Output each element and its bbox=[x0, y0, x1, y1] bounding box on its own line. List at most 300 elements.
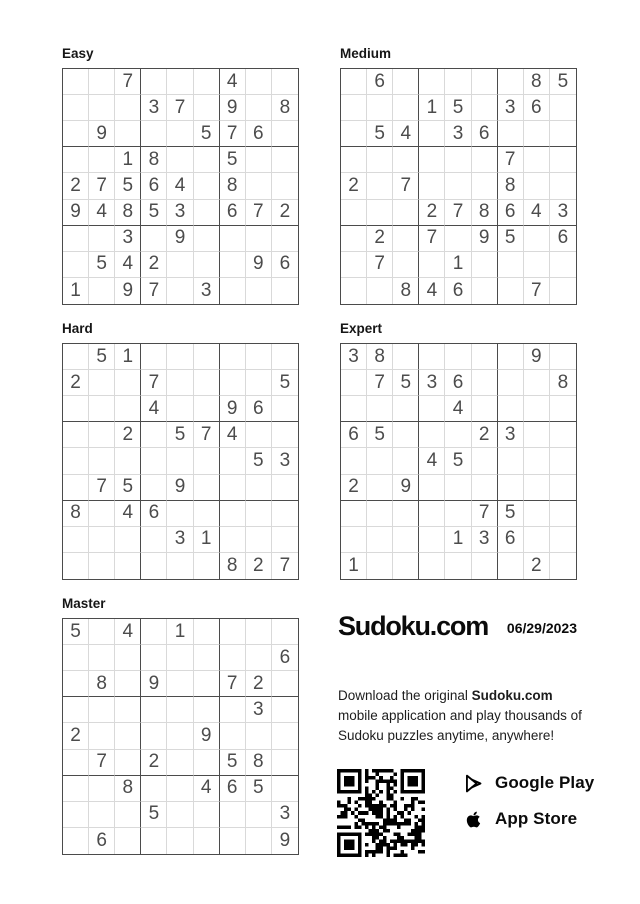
sudoku-cell bbox=[246, 501, 272, 527]
sudoku-cell bbox=[167, 370, 193, 396]
sudoku-cell bbox=[445, 475, 471, 501]
sudoku-cell bbox=[89, 448, 115, 474]
sudoku-cell bbox=[341, 396, 367, 422]
sudoku-cell: 6 bbox=[272, 645, 298, 671]
sudoku-cell: 5 bbox=[220, 750, 246, 776]
sudoku-cell bbox=[246, 527, 272, 553]
sudoku-cell: 9 bbox=[246, 252, 272, 278]
sudoku-cell bbox=[246, 828, 272, 854]
sudoku-cell bbox=[445, 501, 471, 527]
sudoku-cell bbox=[550, 396, 576, 422]
sudoku-cell bbox=[367, 278, 393, 304]
sudoku-cell: 3 bbox=[167, 200, 193, 226]
sudoku-cell bbox=[167, 344, 193, 370]
sudoku-cell bbox=[393, 422, 419, 448]
sudoku-cell bbox=[63, 802, 89, 828]
sudoku-cell bbox=[63, 252, 89, 278]
sudoku-cell bbox=[272, 69, 298, 95]
sudoku-grid-master bbox=[62, 618, 299, 855]
sudoku-cell bbox=[220, 619, 246, 645]
sudoku-cell: 9 bbox=[524, 344, 550, 370]
sudoku-cell: 1 bbox=[341, 553, 367, 579]
sudoku-cell: 7 bbox=[419, 226, 445, 252]
sudoku-cell bbox=[220, 252, 246, 278]
sudoku-cell bbox=[341, 200, 367, 226]
sudoku-cell: 6 bbox=[89, 828, 115, 854]
sudoku-cell bbox=[167, 723, 193, 749]
sudoku-cell bbox=[63, 448, 89, 474]
sudoku-cell bbox=[419, 501, 445, 527]
sudoku-cell: 7 bbox=[89, 475, 115, 501]
sudoku-cell: 4 bbox=[524, 200, 550, 226]
sudoku-cell bbox=[63, 553, 89, 579]
download-text-brand: Sudoku.com bbox=[471, 688, 553, 703]
sudoku-cell bbox=[472, 252, 498, 278]
sudoku-cell bbox=[63, 776, 89, 802]
sudoku-cell bbox=[272, 671, 298, 697]
google-play-badge[interactable] bbox=[462, 771, 594, 795]
sudoku-cell: 2 bbox=[341, 475, 367, 501]
puzzle-date: 06/29/2023 bbox=[506, 619, 577, 636]
sudoku-cell bbox=[246, 278, 272, 304]
sudoku-cell bbox=[194, 475, 220, 501]
sudoku-cell bbox=[194, 226, 220, 252]
sudoku-cell: 8 bbox=[220, 173, 246, 199]
sudoku-cell bbox=[472, 475, 498, 501]
sudoku-cell bbox=[63, 750, 89, 776]
sudoku-cell bbox=[167, 501, 193, 527]
sudoku-cell: 1 bbox=[445, 527, 471, 553]
sudoku-cell bbox=[341, 121, 367, 147]
sudoku-cell: 7 bbox=[246, 200, 272, 226]
puzzle-easy bbox=[62, 46, 299, 305]
sudoku-cell: 5 bbox=[246, 448, 272, 474]
sudoku-cell bbox=[272, 121, 298, 147]
sudoku-cell bbox=[194, 802, 220, 828]
sudoku-cell bbox=[445, 553, 471, 579]
sudoku-cell: 7 bbox=[393, 173, 419, 199]
sudoku-cell bbox=[246, 147, 272, 173]
sudoku-cell: 2 bbox=[63, 370, 89, 396]
sudoku-cell bbox=[498, 278, 524, 304]
sudoku-cell: 9 bbox=[89, 121, 115, 147]
sudoku-cell bbox=[419, 252, 445, 278]
sudoku-cell bbox=[167, 553, 193, 579]
sudoku-cell bbox=[498, 344, 524, 370]
sudoku-cell: 1 bbox=[63, 278, 89, 304]
sudoku-cell bbox=[167, 671, 193, 697]
sudoku-cell: 4 bbox=[220, 422, 246, 448]
sudoku-cell: 3 bbox=[445, 121, 471, 147]
sudoku-cell bbox=[89, 776, 115, 802]
sudoku-cell: 6 bbox=[141, 501, 167, 527]
sudoku-cell bbox=[141, 776, 167, 802]
sudoku-cell bbox=[89, 422, 115, 448]
sudoku-cell bbox=[393, 226, 419, 252]
sudoku-cell: 4 bbox=[220, 69, 246, 95]
sudoku-cell: 7 bbox=[220, 121, 246, 147]
sudoku-cell bbox=[367, 475, 393, 501]
sudoku-cell bbox=[524, 226, 550, 252]
puzzle-label-medium: Medium bbox=[340, 46, 392, 61]
sudoku-cell bbox=[194, 828, 220, 854]
sudoku-cell: 8 bbox=[367, 344, 393, 370]
sudoku-cell bbox=[341, 278, 367, 304]
sudoku-cell bbox=[167, 121, 193, 147]
sudoku-cell bbox=[89, 226, 115, 252]
sudoku-cell: 7 bbox=[367, 370, 393, 396]
sudoku-cell bbox=[63, 121, 89, 147]
puzzle-label-easy: Easy bbox=[62, 46, 94, 61]
sudoku-cell: 8 bbox=[63, 501, 89, 527]
qr-code bbox=[337, 769, 425, 857]
google-play-label: Google Play bbox=[495, 773, 595, 792]
sudoku-cell bbox=[220, 723, 246, 749]
sudoku-cell bbox=[141, 344, 167, 370]
sudoku-cell: 5 bbox=[141, 200, 167, 226]
sudoku-cell bbox=[115, 553, 141, 579]
sudoku-cell bbox=[220, 344, 246, 370]
sudoku-cell bbox=[194, 396, 220, 422]
sudoku-cell bbox=[550, 475, 576, 501]
app-store-badge[interactable] bbox=[462, 807, 594, 831]
sudoku-cell bbox=[194, 69, 220, 95]
sudoku-cell bbox=[272, 501, 298, 527]
sudoku-cell: 5 bbox=[393, 370, 419, 396]
sudoku-cell bbox=[63, 697, 89, 723]
sudoku-cell: 8 bbox=[472, 200, 498, 226]
sudoku-cell: 6 bbox=[472, 121, 498, 147]
sudoku-cell bbox=[367, 553, 393, 579]
sudoku-cell: 5 bbox=[115, 475, 141, 501]
sudoku-cell bbox=[167, 645, 193, 671]
sudoku-cell bbox=[63, 527, 89, 553]
sudoku-cell: 7 bbox=[220, 671, 246, 697]
sudoku-cell: 3 bbox=[167, 527, 193, 553]
sudoku-cell bbox=[63, 645, 89, 671]
sudoku-grid-hard bbox=[62, 343, 299, 580]
sudoku-cell bbox=[498, 396, 524, 422]
sudoku-cell: 5 bbox=[246, 776, 272, 802]
sudoku-cell bbox=[246, 475, 272, 501]
sudoku-cell bbox=[63, 95, 89, 121]
sudoku-cell bbox=[341, 501, 367, 527]
sudoku-cell: 9 bbox=[63, 200, 89, 226]
sudoku-cell bbox=[89, 147, 115, 173]
sudoku-cell: 4 bbox=[167, 173, 193, 199]
sudoku-cell: 7 bbox=[167, 95, 193, 121]
sudoku-cell bbox=[393, 69, 419, 95]
sudoku-cell bbox=[472, 173, 498, 199]
sudoku-cell bbox=[393, 252, 419, 278]
sudoku-cell bbox=[472, 278, 498, 304]
sudoku-cell bbox=[141, 723, 167, 749]
sudoku-cell bbox=[393, 147, 419, 173]
sudoku-cell bbox=[246, 226, 272, 252]
sudoku-grid-easy bbox=[62, 68, 299, 305]
sudoku-cell bbox=[272, 776, 298, 802]
sudoku-cell: 5 bbox=[89, 344, 115, 370]
sudoku-cell: 4 bbox=[115, 252, 141, 278]
sudoku-cell: 4 bbox=[115, 619, 141, 645]
sudoku-cell: 3 bbox=[115, 226, 141, 252]
sudoku-cell: 6 bbox=[246, 121, 272, 147]
sudoku-cell: 6 bbox=[272, 252, 298, 278]
puzzle-label-master: Master bbox=[62, 596, 106, 611]
sudoku-cell bbox=[194, 147, 220, 173]
sudoku-cell: 5 bbox=[498, 226, 524, 252]
sudoku-cell bbox=[115, 448, 141, 474]
sudoku-cell bbox=[63, 422, 89, 448]
sudoku-cell bbox=[89, 69, 115, 95]
sudoku-cell bbox=[220, 370, 246, 396]
sudoku-cell: 2 bbox=[524, 553, 550, 579]
sudoku-cell bbox=[63, 671, 89, 697]
sudoku-cell bbox=[167, 776, 193, 802]
sudoku-cell bbox=[89, 527, 115, 553]
sudoku-cell bbox=[115, 527, 141, 553]
sudoku-cell: 2 bbox=[141, 750, 167, 776]
sudoku-cell bbox=[524, 475, 550, 501]
sudoku-cell bbox=[115, 370, 141, 396]
sudoku-cell bbox=[141, 553, 167, 579]
sudoku-cell bbox=[63, 226, 89, 252]
sudoku-cell: 4 bbox=[89, 200, 115, 226]
sudoku-cell: 5 bbox=[367, 422, 393, 448]
puzzle-medium bbox=[340, 46, 577, 305]
sudoku-cell bbox=[472, 147, 498, 173]
sudoku-cell: 7 bbox=[141, 278, 167, 304]
sudoku-cell: 6 bbox=[220, 200, 246, 226]
sudoku-cell bbox=[498, 121, 524, 147]
sudoku-cell bbox=[393, 553, 419, 579]
sudoku-cell bbox=[246, 619, 272, 645]
sudoku-cell bbox=[272, 278, 298, 304]
sudoku-cell bbox=[419, 396, 445, 422]
sudoku-cell bbox=[393, 200, 419, 226]
sudoku-cell bbox=[194, 344, 220, 370]
download-text-prefix: Download the original bbox=[338, 688, 472, 703]
sudoku-cell bbox=[89, 278, 115, 304]
puzzle-hard bbox=[62, 321, 299, 580]
sudoku-cell bbox=[220, 448, 246, 474]
sudoku-cell: 4 bbox=[419, 278, 445, 304]
sudoku-cell bbox=[141, 69, 167, 95]
sudoku-cell bbox=[472, 370, 498, 396]
sudoku-cell bbox=[194, 697, 220, 723]
sudoku-cell bbox=[167, 697, 193, 723]
sudoku-cell: 5 bbox=[445, 448, 471, 474]
sudoku-cell bbox=[89, 802, 115, 828]
sudoku-cell bbox=[550, 252, 576, 278]
sudoku-cell bbox=[246, 370, 272, 396]
sudoku-cell bbox=[89, 645, 115, 671]
sudoku-cell bbox=[246, 95, 272, 121]
sudoku-cell bbox=[393, 396, 419, 422]
sudoku-cell bbox=[524, 173, 550, 199]
sudoku-cell bbox=[246, 173, 272, 199]
sudoku-cell bbox=[89, 95, 115, 121]
sudoku-cell bbox=[393, 527, 419, 553]
sudoku-cell: 1 bbox=[115, 147, 141, 173]
sudoku-cell: 1 bbox=[115, 344, 141, 370]
sudoku-cell bbox=[246, 802, 272, 828]
sudoku-cell: 5 bbox=[220, 147, 246, 173]
sudoku-cell bbox=[194, 671, 220, 697]
sudoku-cell bbox=[419, 121, 445, 147]
sudoku-cell: 9 bbox=[167, 475, 193, 501]
sudoku-cell bbox=[524, 501, 550, 527]
sudoku-cell bbox=[472, 448, 498, 474]
sudoku-cell bbox=[141, 828, 167, 854]
sudoku-cell: 4 bbox=[194, 776, 220, 802]
sudoku-cell: 5 bbox=[367, 121, 393, 147]
sudoku-cell: 3 bbox=[141, 95, 167, 121]
sudoku-cell bbox=[445, 344, 471, 370]
sudoku-cell: 6 bbox=[141, 173, 167, 199]
sudoku-cell bbox=[445, 69, 471, 95]
sudoku-cell bbox=[89, 370, 115, 396]
sudoku-cell bbox=[498, 370, 524, 396]
sudoku-cell bbox=[141, 475, 167, 501]
sudoku-cell bbox=[220, 475, 246, 501]
sudoku-cell: 2 bbox=[141, 252, 167, 278]
sudoku-cell bbox=[367, 147, 393, 173]
sudoku-cell: 3 bbox=[246, 697, 272, 723]
sudoku-cell: 8 bbox=[141, 147, 167, 173]
sudoku-cell bbox=[272, 527, 298, 553]
sudoku-cell bbox=[445, 147, 471, 173]
sudoku-cell bbox=[419, 344, 445, 370]
sudoku-cell bbox=[63, 147, 89, 173]
sudoku-cell bbox=[272, 697, 298, 723]
sudoku-cell bbox=[272, 147, 298, 173]
sudoku-cell bbox=[341, 69, 367, 95]
sudoku-cell: 9 bbox=[141, 671, 167, 697]
sudoku-cell bbox=[141, 697, 167, 723]
sudoku-cell bbox=[89, 619, 115, 645]
sudoku-cell bbox=[141, 527, 167, 553]
sudoku-cell bbox=[341, 147, 367, 173]
sudoku-cell bbox=[141, 422, 167, 448]
sudoku-cell bbox=[498, 553, 524, 579]
sudoku-cell bbox=[524, 121, 550, 147]
sudoku-cell bbox=[524, 448, 550, 474]
sudoku-cell: 4 bbox=[393, 121, 419, 147]
sudoku-cell bbox=[550, 553, 576, 579]
sudoku-cell: 5 bbox=[167, 422, 193, 448]
sudoku-cell: 7 bbox=[141, 370, 167, 396]
sudoku-cell bbox=[63, 69, 89, 95]
sudoku-cell bbox=[524, 527, 550, 553]
sudoku-cell bbox=[472, 344, 498, 370]
sudoku-cell bbox=[194, 252, 220, 278]
sudoku-cell bbox=[115, 697, 141, 723]
sudoku-cell bbox=[367, 448, 393, 474]
sudoku-cell bbox=[419, 527, 445, 553]
google-play-icon bbox=[462, 772, 485, 795]
sudoku-cell bbox=[63, 828, 89, 854]
sudoku-cell: 8 bbox=[393, 278, 419, 304]
sudoku-cell: 2 bbox=[115, 422, 141, 448]
sudoku-cell: 3 bbox=[272, 802, 298, 828]
sudoku-cell: 9 bbox=[220, 396, 246, 422]
puzzle-label-hard: Hard bbox=[62, 321, 93, 336]
sudoku-cell: 2 bbox=[367, 226, 393, 252]
sudoku-cell bbox=[194, 173, 220, 199]
sudoku-cell bbox=[167, 802, 193, 828]
sudoku-cell: 3 bbox=[272, 448, 298, 474]
sudoku-cell bbox=[550, 173, 576, 199]
sudoku-grid-expert bbox=[340, 343, 577, 580]
puzzle-master bbox=[62, 596, 299, 855]
sudoku-cell: 3 bbox=[550, 200, 576, 226]
sudoku-cell bbox=[194, 645, 220, 671]
sudoku-cell bbox=[341, 527, 367, 553]
sudoku-cell bbox=[115, 95, 141, 121]
sudoku-cell bbox=[550, 121, 576, 147]
sudoku-cell: 2 bbox=[63, 173, 89, 199]
sudoku-cell: 8 bbox=[220, 553, 246, 579]
sudoku-cell bbox=[89, 396, 115, 422]
sudoku-cell: 2 bbox=[419, 200, 445, 226]
sudoku-cell: 7 bbox=[498, 147, 524, 173]
sudoku-cell: 5 bbox=[89, 252, 115, 278]
sudoku-cell bbox=[246, 645, 272, 671]
sudoku-cell bbox=[115, 645, 141, 671]
sudoku-cell bbox=[367, 396, 393, 422]
sudoku-cell bbox=[167, 750, 193, 776]
sudoku-cell: 3 bbox=[341, 344, 367, 370]
sudoku-cell bbox=[367, 200, 393, 226]
sudoku-cell bbox=[194, 750, 220, 776]
sudoku-cell: 1 bbox=[419, 95, 445, 121]
sudoku-cell bbox=[550, 422, 576, 448]
sudoku-cell bbox=[550, 527, 576, 553]
sudoku-cell bbox=[419, 147, 445, 173]
sudoku-cell: 6 bbox=[246, 396, 272, 422]
sudoku-cell bbox=[141, 619, 167, 645]
sudoku-cell bbox=[341, 252, 367, 278]
sudoku-cell bbox=[272, 475, 298, 501]
sudoku-cell: 1 bbox=[445, 252, 471, 278]
sudoku-cell bbox=[89, 553, 115, 579]
sudoku-cell: 8 bbox=[89, 671, 115, 697]
sudoku-cell bbox=[220, 645, 246, 671]
sudoku-cell: 5 bbox=[550, 69, 576, 95]
sudoku-cell: 9 bbox=[279, 829, 291, 851]
sudoku-cell bbox=[220, 501, 246, 527]
sudoku-cell bbox=[550, 147, 576, 173]
sudoku-cell: 1 bbox=[194, 527, 220, 553]
sudoku-cell bbox=[498, 475, 524, 501]
sudoku-cell: 8 bbox=[246, 750, 272, 776]
sudoku-cell bbox=[419, 422, 445, 448]
sudoku-cell: 6 bbox=[445, 278, 471, 304]
sudoku-cell bbox=[272, 226, 298, 252]
sudoku-cell bbox=[272, 396, 298, 422]
sudoku-cell bbox=[246, 723, 272, 749]
brand-header bbox=[338, 610, 577, 642]
sudoku-cell: 2 bbox=[472, 422, 498, 448]
sudoku-cell bbox=[550, 501, 576, 527]
sudoku-cell bbox=[115, 396, 141, 422]
sudoku-cell bbox=[220, 527, 246, 553]
sudoku-cell: 7 bbox=[445, 200, 471, 226]
sudoku-cell bbox=[445, 173, 471, 199]
sudoku-cell: 6 bbox=[550, 226, 576, 252]
sudoku-cell: 5 bbox=[115, 173, 141, 199]
